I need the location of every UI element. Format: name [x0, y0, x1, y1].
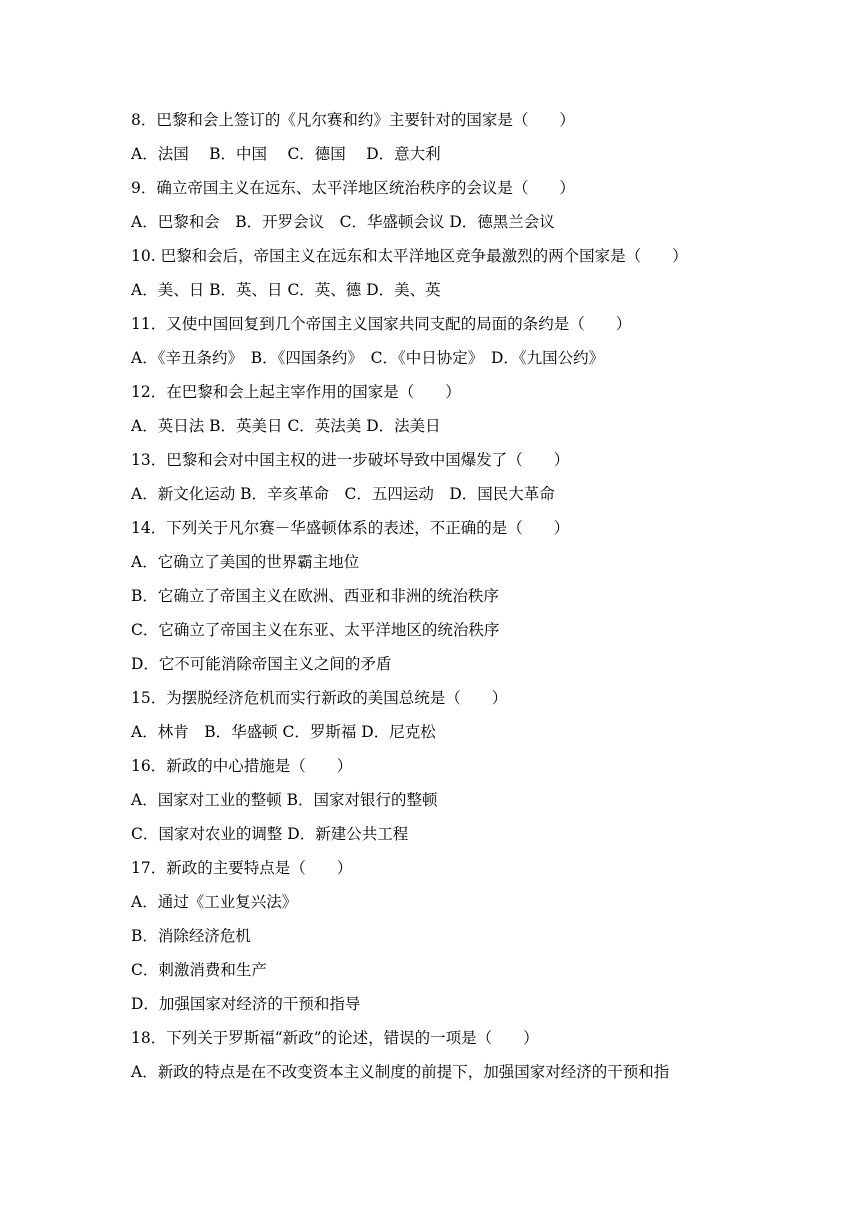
- question-16-options-ab: A．国家对工业的整顿 B．国家对银行的整顿: [131, 791, 438, 809]
- question-13-stem: 13．巴黎和会对中国主权的进一步破坏导致中国爆发了（ ）: [131, 451, 570, 469]
- question-17-option-c: C．刺激消费和生产: [131, 961, 267, 979]
- question-17-stem: 17．新政的主要特点是（ ）: [131, 859, 353, 877]
- question-16-options-cd: C．国家对农业的调整 D．新建公共工程: [131, 825, 409, 843]
- question-14-option-b: B．它确立了帝国主义在欧洲、西亚和非洲的统治秩序: [131, 587, 499, 605]
- question-15-options: A．林肯 B．华盛顿 C．罗斯福 D．尼克松: [131, 723, 436, 741]
- question-18-stem: 18．下列关于罗斯福“新政”的论述，错误的一项是（ ）: [131, 1029, 539, 1047]
- question-14-stem: 14．下列关于凡尔赛－华盛顿体系的表述，不正确的是（ ）: [131, 519, 570, 537]
- question-13-options: A．新文化运动 B．辛亥革命 C．五四运动 D．国民大革命: [131, 485, 555, 503]
- question-10-options: A．美、日 B．英、日 C．英、德 D．美、英: [131, 281, 441, 299]
- question-11-options: A．《辛丑条约》 B．《四国条约》 C．《中日协定》 D．《九国公约》: [131, 349, 605, 367]
- question-18-option-a: A．新政的特点是在不改变资本主义制度的前提下，加强国家对经济的干预和指: [131, 1063, 670, 1081]
- question-10-stem: 10. 巴黎和会后，帝国主义在远东和太平洋地区竞争最激烈的两个国家是（ ）: [131, 247, 688, 265]
- question-17-option-a: A．通过《工业复兴法》: [131, 893, 298, 911]
- question-9-stem: 9．确立帝国主义在远东、太平洋地区统治秩序的会议是（ ）: [131, 179, 575, 197]
- question-17-option-b: B．消除经济危机: [131, 927, 251, 945]
- question-17-option-d: D．加强国家对经济的干预和指导: [131, 995, 361, 1013]
- question-15-stem: 15．为摆脱经济危机而实行新政的美国总统是（ ）: [131, 689, 508, 707]
- question-11-stem: 11．又使中国回复到几个帝国主义国家共同支配的局面的条约是（ ）: [131, 315, 632, 333]
- question-14-option-a: A．它确立了美国的世界霸主地位: [131, 553, 360, 571]
- question-14-option-c: C．它确立了帝国主义在东亚、太平洋地区的统治秩序: [131, 621, 500, 639]
- question-12-options: A．英日法 B．英美日 C．英法美 D．法美日: [131, 417, 441, 435]
- question-9-options: A．巴黎和会 B．开罗会议 C．华盛顿会议 D．德黑兰会议: [131, 213, 555, 231]
- question-8-stem: 8．巴黎和会上签订的《凡尔赛和约》主要针对的国家是（ ）: [131, 111, 575, 129]
- question-8-options: A．法国 B．中国 C．德国 D．意大利: [131, 145, 441, 163]
- question-16-stem: 16．新政的中心措施是（ ）: [131, 757, 353, 775]
- question-14-option-d: D．它不可能消除帝国主义之间的矛盾: [131, 655, 392, 673]
- question-12-stem: 12．在巴黎和会上起主宰作用的国家是（ ）: [131, 383, 461, 401]
